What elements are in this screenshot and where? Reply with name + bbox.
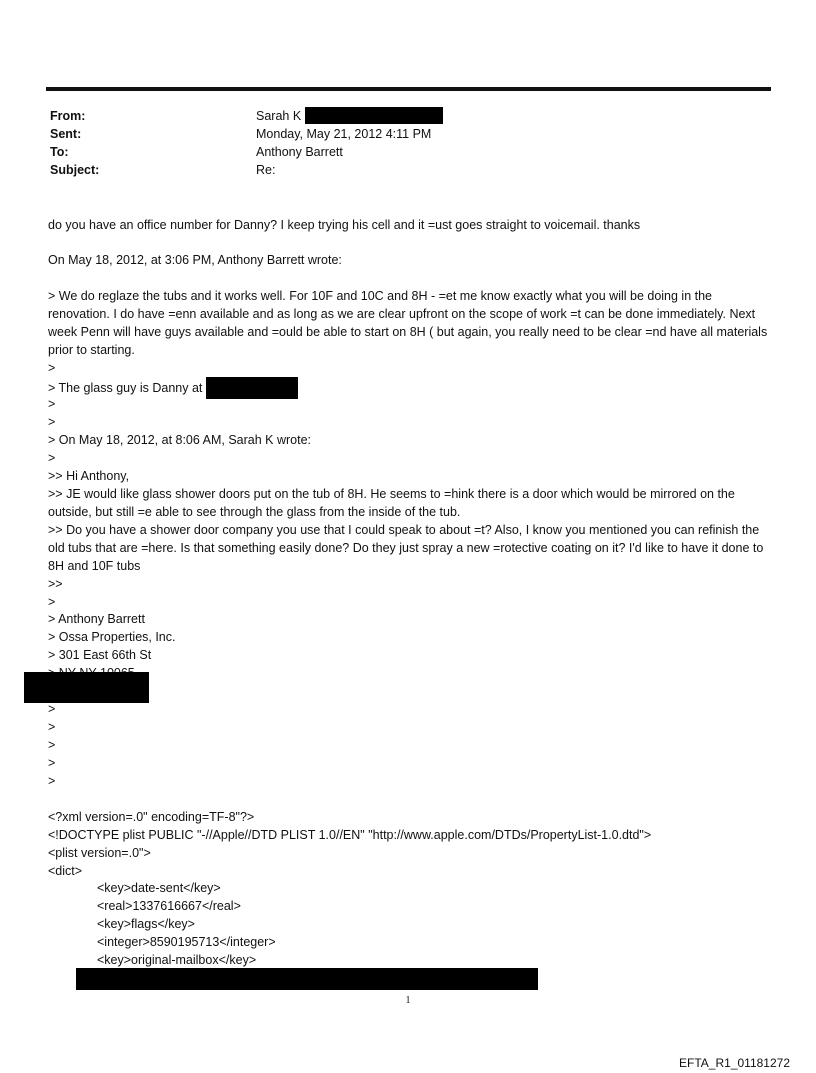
sent-value: Monday, May 21, 2012 4:11 PM: [256, 127, 432, 141]
redaction-phone: [206, 377, 298, 399]
from-name: Sarah K: [256, 109, 302, 123]
xml-key-flags: <key>flags</key>: [97, 917, 195, 931]
quote-paragraph-reglaze: > We do reglaze the tubs and it works well. For 10F and 10C and 8H - =et me know exactly what you will be doing in the renovation. I do have =enn available and as long as we are clear upfront on the scope of work =t can be done immediately. Next week Penn will have guys available and =ould be able to start on 8H ( but again, you really need to be clear =nd have all materials prior to starting.: [48, 289, 768, 357]
xml-dict: <dict>: [48, 864, 83, 878]
signature-address: > 301 East 66th St: [48, 648, 152, 662]
opening-line: do you have an office number for Danny? I keep trying his cell and it =ust goes straight to voicemail. thanks: [48, 218, 641, 232]
to-value: Anthony Barrett: [256, 145, 343, 159]
xml-plist: <plist version=.0">: [48, 846, 151, 860]
xml-real-value: <real>1337616667</real>: [97, 899, 241, 913]
redaction-block: [24, 672, 149, 703]
quote-marker: >: [48, 738, 56, 752]
greeting-line: >> Hi Anthony,: [48, 469, 130, 483]
signature-city: [48, 664, 135, 672]
xml-doctype: <!DOCTYPE plist PUBLIC "-//Apple//DTD PLIST 1.0//EN" "http://www.apple.com/DTDs/PropertyList-1.0.dtd">: [48, 828, 652, 842]
subject-label: Subject:: [50, 163, 100, 177]
signature-company: > Ossa Properties, Inc.: [48, 630, 176, 644]
attribution-anthony: On May 18, 2012, at 3:06 PM, Anthony Barrett wrote:: [48, 253, 342, 267]
redaction-from-email: [305, 107, 443, 124]
quote-marker: >: [48, 595, 56, 609]
attribution-sarah: > On May 18, 2012, at 8:06 AM, Sarah K wrote:: [48, 433, 311, 447]
to-label: To:: [50, 145, 69, 159]
quote-marker: >: [48, 720, 56, 734]
quote-marker: >: [48, 361, 56, 375]
quote-marker: >: [48, 756, 56, 770]
subject-value: Re:: [256, 163, 276, 177]
from-label: From:: [50, 109, 86, 123]
xml-integer-value: <integer>8590195713</integer>: [97, 935, 276, 949]
xml-key-original-mailbox: <key>original-mailbox</key>: [97, 953, 257, 967]
bates-number: EFTA_R1_01181272: [679, 1056, 790, 1070]
xml-declaration: <?xml version=.0" encoding=TF-8"?>: [48, 810, 255, 824]
glass-guy-text: > The glass guy is Danny at: [48, 381, 203, 395]
quote-paragraph-refinish: >> Do you have a shower door company you use that I could speak to about =t? Also, I know you mentioned you can refinish the old tubs that are =here. Is that something easily done? Do they just spray a new =rotective coating on it? I'd like to have it done to 8H and 10F tubs: [48, 523, 764, 573]
sent-label: Sent:: [50, 127, 82, 141]
page-number: 1: [405, 995, 411, 1006]
signature-name: > Anthony Barrett: [48, 612, 145, 626]
header-rule: [46, 87, 771, 91]
quote-paragraph-glass-doors: >> JE would like glass shower doors put on the tub of 8H. He seems to =hink there is a door which would be mirrored on the outside, but still =e able to see through the glass from the inside of the tub.: [48, 487, 735, 519]
double-quote-marker: >>: [48, 577, 63, 591]
redaction-mailbox: [76, 968, 538, 990]
glass-guy-line: [48, 377, 298, 399]
quote-marker: >: [48, 451, 56, 465]
quote-marker: >: [48, 774, 56, 788]
quote-marker: >: [48, 415, 56, 429]
quote-marker: >: [48, 702, 56, 716]
quote-marker: >: [48, 397, 56, 411]
xml-key-date-sent: <key>date-sent</key>: [97, 881, 221, 895]
from-value: [256, 107, 443, 125]
